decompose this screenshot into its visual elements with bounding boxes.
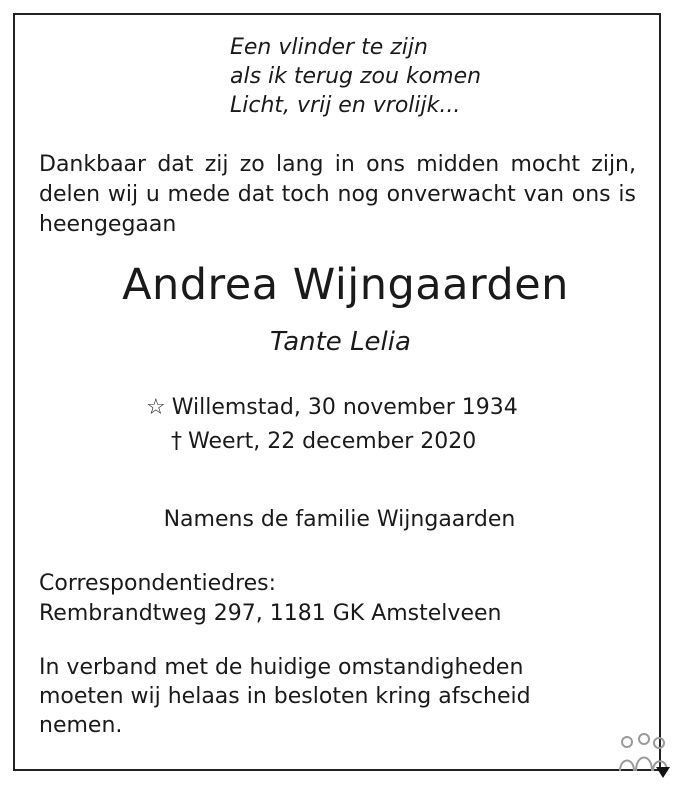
deceased-name: Andrea Wijngaarden (122, 260, 569, 310)
closing-text (39, 653, 531, 740)
family-signature: Namens de familie Wijngaarden (163, 507, 516, 532)
closing-line-3: nemen. (39, 713, 123, 738)
people-group-icon[interactable] (617, 733, 671, 779)
correspondence-block (39, 569, 501, 629)
poem-line-1: Een vlinder te zijn (230, 35, 428, 60)
intro-text: Dankbaar dat zij zo lang in ons midden mocht zijn, delen wij u mede dat toch nog onverwacht van ons is heengegaan (39, 152, 636, 237)
closing-line-2: moeten wij helaas in besloten kring afscheid (39, 684, 531, 709)
deceased-nickname: Tante Lelia (270, 327, 411, 357)
poem-line-2: als ik terug zou komen (230, 64, 482, 89)
birth-text: Willemstad, 30 november 1934 (171, 395, 518, 420)
correspondence-label: Correspondentiedres: (39, 571, 277, 596)
poem (230, 33, 481, 120)
birth-line (146, 393, 518, 423)
death-text: Weert, 22 december 2020 (188, 429, 477, 454)
star-icon: ☆ (146, 395, 166, 420)
death-line (171, 427, 476, 457)
correspondence-address: Rembrandtweg 297, 1181 GK Amstelveen (39, 601, 502, 626)
dagger-icon: † (171, 429, 182, 454)
closing-line-1: In verband met de huidige omstandigheden (39, 655, 524, 680)
poem-line-3: Licht, vrij en vrolijk... (230, 93, 461, 118)
